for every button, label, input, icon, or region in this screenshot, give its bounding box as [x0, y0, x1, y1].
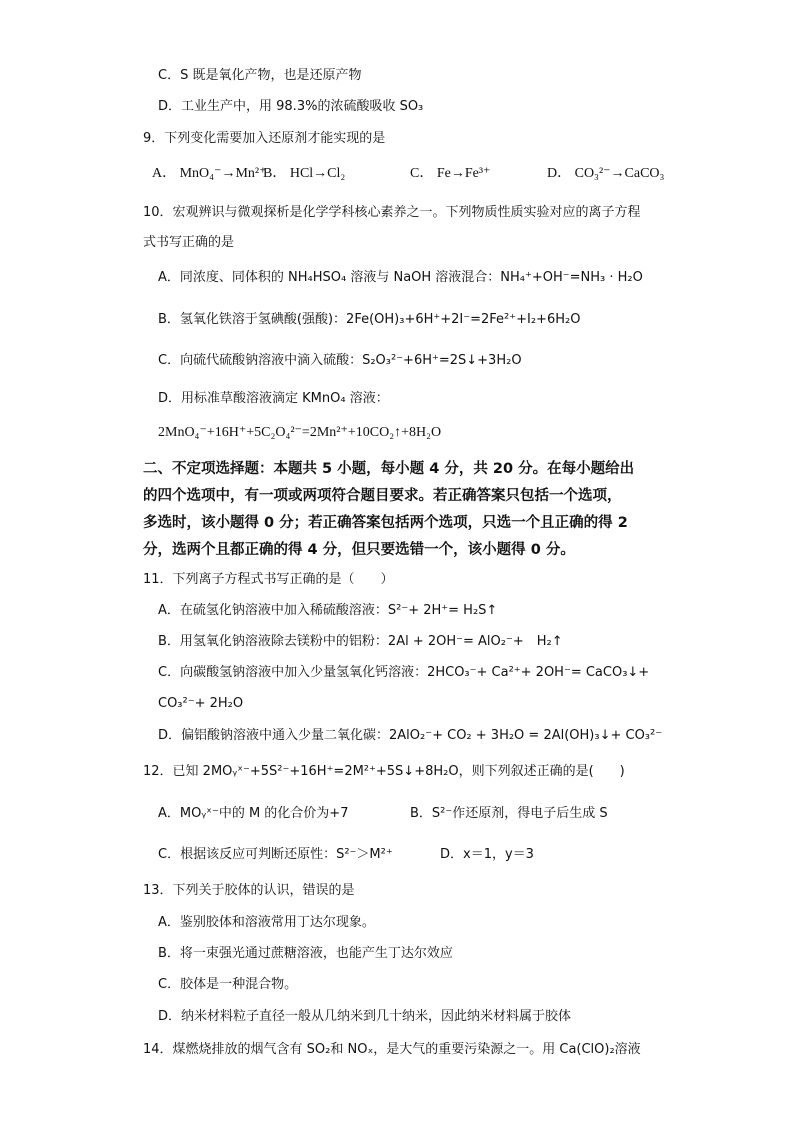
q11-stem: 11．下列离子方程式书写正确的是（ ）	[143, 572, 394, 587]
q10-option-d-equation: 2MnO₄⁻+16H⁺+5C₂O₄²⁻=2Mn²⁺+10CO₂↑+8H₂O	[158, 425, 442, 440]
q12-stem: 12．已知 2MOᵧˣ⁻+5S²⁻+16H⁺=2M²⁺+5S↓+8H₂O，则下列叙述正确的是( )	[143, 764, 625, 779]
q14-stem: 14．煤燃烧排放的烟气含有 SO₂和 NOₓ，是大气的重要污染源之一。用 Ca(ClO)₂溶液	[143, 1042, 641, 1057]
q12-option-a: A．MOᵧˣ⁻中的 M 的化合价为+7	[158, 806, 349, 821]
q10-option-d: D．用标准草酸溶液滴定 KMnO₄ 溶液：	[158, 391, 389, 406]
section2-instructions-line2: 的四个选项中，有一项或两项符合题目要求。若正确答案只包括一个选项，	[143, 488, 622, 504]
q8-option-d: D．工业生产中，用 98.3%的浓硫酸吸收 SO₃	[158, 99, 424, 114]
q12-option-d: D．x＝1，y＝3	[440, 847, 534, 862]
q12-option-c: C．根据该反应可判断还原性：S²⁻＞M²⁺	[158, 847, 393, 862]
q11-option-c: C．向碳酸氢钠溶液中加入少量氢氧化钙溶液：2HCO₃⁻+ Ca²⁺+ 2OH⁻= CaCO₃↓+	[158, 665, 650, 680]
q13-stem: 13．下列关于胶体的认识，错误的是	[143, 883, 355, 898]
q11-option-b: B．用氢氧化钠溶液除去镁粉中的铝粉：2Al + 2OH⁻= AlO₂⁻+ H₂↑	[158, 634, 563, 649]
q11-option-a: A．在硫氢化钠溶液中加入稀硫酸溶液：S²⁻+ 2H⁺= H₂S↑	[158, 603, 498, 618]
q13-option-d: D．纳米材料粒子直径一般从几纳米到几十纳米，因此纳米材料属于胶体	[158, 1009, 572, 1024]
section2-instructions-line4: 分，选两个且都正确的得 4 分，但只要选错一个，该小题得 0 分。	[143, 542, 575, 558]
q10-option-b: B．氢氧化铁溶于氢碘酸(强酸)：2Fe(OH)₃+6H⁺+2I⁻=2Fe²⁺+I₂+6H₂O	[158, 312, 581, 327]
section2-instructions-line3: 多选时，该小题得 0 分；若正确答案包括两个选项，只选一个且正确的得 2	[143, 515, 628, 531]
q10-option-c: C．向硫代硫酸钠溶液中滴入硫酸：S₂O₃²⁻+6H⁺=2S↓+3H₂O	[158, 353, 522, 368]
q10-stem-line1: 10．宏观辨识与微观探析是化学学科核心素养之一。下列物质性质实验对应的离子方程	[143, 205, 641, 220]
q11-option-c-continued: CO₃²⁻+ 2H₂O	[158, 696, 244, 711]
q13-option-c: C．胶体是一种混合物。	[158, 977, 298, 992]
q13-option-a: A．鉴别胶体和溶液常用丁达尔现象。	[158, 915, 375, 930]
q9-option-b: B． HCl→Cl₂	[263, 166, 346, 181]
q9-stem: 9．下列变化需要加入还原剂才能实现的是	[143, 131, 386, 146]
q13-option-b: B．将一束强光通过蔗糖溶液，也能产生丁达尔效应	[158, 946, 453, 961]
q12-option-b: B．S²⁻作还原剂，得电子后生成 S	[410, 806, 608, 821]
q8-option-c: C．S 既是氧化产物，也是还原产物	[158, 68, 362, 83]
q10-stem-line2: 式书写正确的是	[143, 235, 235, 250]
q9-option-d: D． CO₃²⁻→CaCO₃	[547, 166, 665, 181]
q9-option-a: A． MnO₄⁻→Mn²⁺	[152, 166, 267, 181]
q11-option-d: D．偏铝酸钠溶液中通入少量二氧化碳：2AlO₂⁻+ CO₂ + 3H₂O = 2Al(OH)₃↓+ CO₃²⁻	[158, 728, 663, 743]
q10-option-a: A．同浓度、同体积的 NH₄HSO₄ 溶液与 NaOH 溶液混合：NH₄⁺+OH⁻=NH₃ · H₂O	[158, 270, 643, 285]
section2-instructions-line1: 二、不定项选择题：本题共 5 小题，每小题 4 分，共 20 分。在每小题给出	[143, 461, 635, 477]
q9-option-c: C． Fe→Fe³⁺	[410, 166, 491, 181]
